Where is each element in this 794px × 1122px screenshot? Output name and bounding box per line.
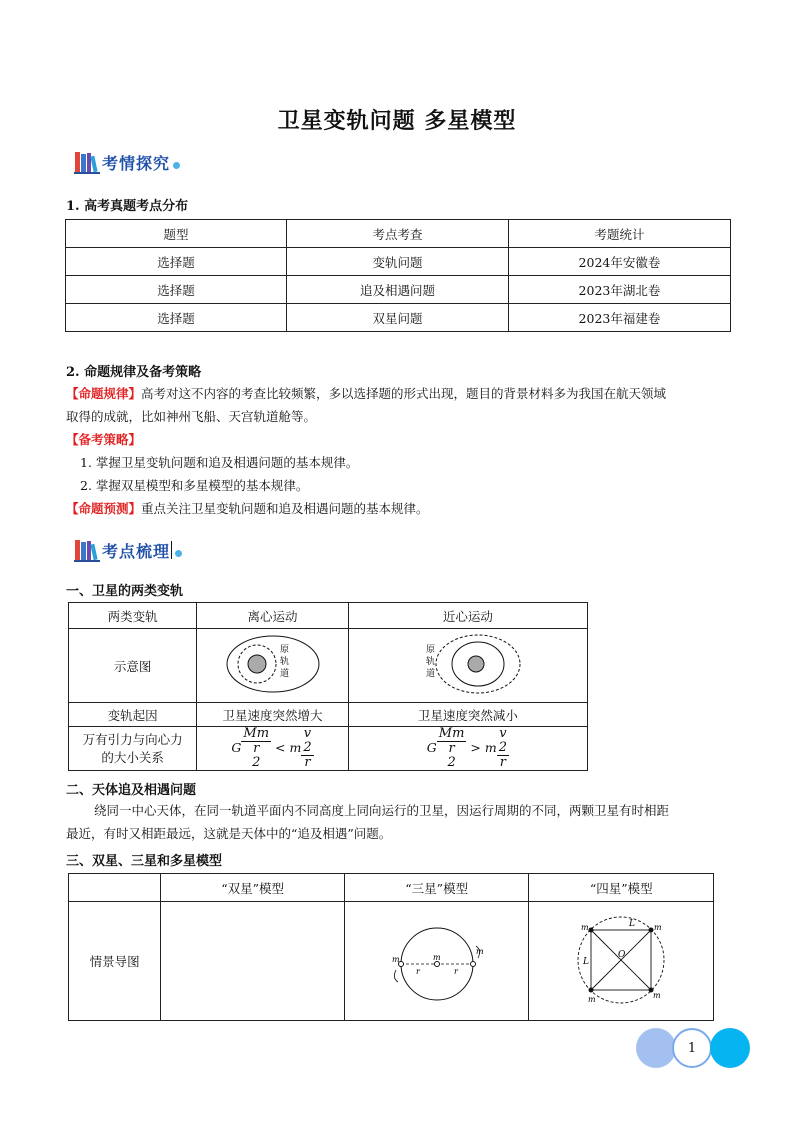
formula-lt: < bbox=[275, 740, 286, 755]
formula-v: v bbox=[499, 726, 507, 741]
table-cell: 卫星速度突然增大 bbox=[197, 703, 349, 727]
table-cell: 示意图 bbox=[69, 629, 197, 703]
part-2-text-1: 绕同一中心天体，在同一轨道平面内不同高度上同向运行的卫星，因运行周期的不同，两颗卫星有时相距 bbox=[94, 803, 670, 818]
quad-star-diagram bbox=[529, 902, 714, 1021]
centripetal-diagram bbox=[348, 629, 587, 703]
books-icon bbox=[74, 538, 100, 562]
table-cell: 2023年福建卷 bbox=[508, 304, 730, 332]
formula-den: r bbox=[253, 741, 260, 756]
orbit-label: 轨 bbox=[279, 657, 289, 667]
table-cell: 选择题 bbox=[66, 304, 287, 332]
orbit-label: 原 bbox=[425, 645, 435, 655]
predict-text: 重点关注卫星变轨问题和追及相遇问题的基本规律。 bbox=[141, 501, 429, 516]
mass-label: m bbox=[391, 954, 400, 964]
rule-paragraph bbox=[66, 382, 736, 520]
orbit-change-table bbox=[68, 602, 588, 771]
part-2-heading: 二、天体追及相遇问题 bbox=[66, 783, 197, 798]
rule-text-1: 高考对这不内容的考查比较频繁，多以选择题的形式出现，题目的背景材料多为我国在航天领域 bbox=[141, 386, 667, 401]
formula-sq: 2 bbox=[447, 755, 456, 770]
table-header bbox=[69, 874, 161, 902]
banner-text: 考情探究 bbox=[102, 153, 171, 173]
orbit-label: 原 bbox=[279, 645, 289, 655]
dot-icon bbox=[173, 162, 180, 169]
binary-star-diagram bbox=[161, 902, 345, 1021]
formula-m: m bbox=[484, 740, 497, 755]
formula-gt: > bbox=[470, 740, 481, 755]
mass-label: m bbox=[432, 952, 441, 962]
page-decoration-circle bbox=[636, 1028, 676, 1068]
table-header: 考点考查 bbox=[286, 220, 508, 248]
table-header: “四星”模型 bbox=[529, 874, 714, 902]
part-3-heading: 三、双星、三星和多星模型 bbox=[66, 854, 223, 869]
formula-vden: r bbox=[304, 755, 311, 770]
table-header: 离心运动 bbox=[197, 603, 349, 629]
radius-label: r bbox=[453, 966, 458, 976]
table-header: “三星”模型 bbox=[344, 874, 529, 902]
table-cell bbox=[69, 727, 197, 771]
triple-star-diagram bbox=[344, 902, 529, 1021]
banner-key-points bbox=[74, 538, 182, 562]
table-cell: 选择题 bbox=[66, 248, 287, 276]
part-2-paragraph bbox=[66, 799, 736, 845]
force-label-line-1: 万有引力与向心力 bbox=[82, 731, 183, 747]
table-cell: 选择题 bbox=[66, 276, 287, 304]
formula-sq: 2 bbox=[303, 740, 312, 755]
books-icon bbox=[74, 150, 100, 174]
side-label: L bbox=[629, 918, 636, 929]
part-2-text-2: 最近，有时又相距最远，这就是天体中的“追及相遇”问题。 bbox=[66, 826, 392, 841]
center-label: O bbox=[618, 949, 626, 960]
strategy-item-2: 2. 掌握双星模型和多星模型的基本规律。 bbox=[80, 478, 309, 493]
text-cursor bbox=[171, 541, 172, 559]
formula-vden: r bbox=[499, 755, 506, 770]
mass-label: m bbox=[653, 990, 661, 1000]
predict-tag: 【命题预测】 bbox=[66, 501, 142, 516]
formula-den: r bbox=[448, 741, 455, 756]
centrifugal-diagram bbox=[197, 629, 349, 703]
table-header: 题型 bbox=[66, 220, 287, 248]
mass-label: m bbox=[588, 994, 596, 1004]
table-cell: 双星问题 bbox=[286, 304, 508, 332]
page-decoration-circle bbox=[710, 1028, 750, 1068]
table-cell: 卫星速度突然减小 bbox=[348, 703, 587, 727]
formula-centrifugal bbox=[197, 727, 349, 771]
mass-label: m bbox=[581, 922, 589, 932]
radius-label: r bbox=[415, 966, 420, 976]
table-cell: 2023年湖北卷 bbox=[508, 276, 730, 304]
formula-sq: 2 bbox=[498, 740, 508, 755]
formula-g: G bbox=[426, 740, 437, 755]
dot-icon bbox=[175, 550, 182, 557]
table-cell: 变轨起因 bbox=[69, 703, 197, 727]
page-title: 卫星变轨问题 多星模型 bbox=[277, 108, 517, 134]
multi-star-table bbox=[68, 873, 714, 1021]
force-label-line-2: 的大小关系 bbox=[101, 749, 164, 765]
strategy-tag: 【备考策略】 bbox=[66, 432, 142, 447]
formula-v: v bbox=[303, 726, 312, 741]
table-header: 近心运动 bbox=[348, 603, 587, 629]
section-1-heading: 1. 高考真题考点分布 bbox=[66, 199, 189, 214]
table-header: “双星”模型 bbox=[161, 874, 345, 902]
formula-m: m bbox=[289, 740, 302, 755]
rule-text-2: 取得的成就，比如神州飞船、天宫轨道舱等。 bbox=[66, 409, 317, 424]
exam-table bbox=[65, 219, 731, 332]
formula-num: Mm bbox=[243, 726, 270, 741]
part-1-heading: 一、卫星的两类变轨 bbox=[66, 584, 184, 599]
orbit-label: 轨 bbox=[425, 657, 435, 667]
formula-sq: 2 bbox=[252, 755, 261, 770]
table-cell: 情景导图 bbox=[69, 902, 161, 1021]
page-number: 1 bbox=[672, 1028, 712, 1068]
rule-tag: 【命题规律】 bbox=[66, 386, 142, 401]
formula-num: Mm bbox=[438, 726, 465, 741]
table-cell: 变轨问题 bbox=[286, 248, 508, 276]
strategy-item-1: 1. 掌握卫星变轨问题和追及相遇问题的基本规律。 bbox=[80, 455, 359, 470]
orbit-label: 道 bbox=[279, 669, 289, 679]
table-cell: 追及相遇问题 bbox=[286, 276, 508, 304]
table-cell: 2024年安徽卷 bbox=[508, 248, 730, 276]
mass-label: m bbox=[654, 922, 662, 932]
section-2-heading: 2. 命题规律及备考策略 bbox=[66, 365, 202, 380]
table-header: 两类变轨 bbox=[69, 603, 197, 629]
banner-exam-analysis bbox=[74, 150, 180, 174]
formula-g: G bbox=[231, 740, 242, 755]
orbit-label: 道 bbox=[425, 669, 435, 679]
formula-centripetal bbox=[348, 727, 587, 771]
side-label: L bbox=[583, 956, 590, 967]
mass-label: m bbox=[475, 946, 484, 956]
table-header: 考题统计 bbox=[508, 220, 730, 248]
banner-text: 考点梳理 bbox=[102, 541, 171, 561]
